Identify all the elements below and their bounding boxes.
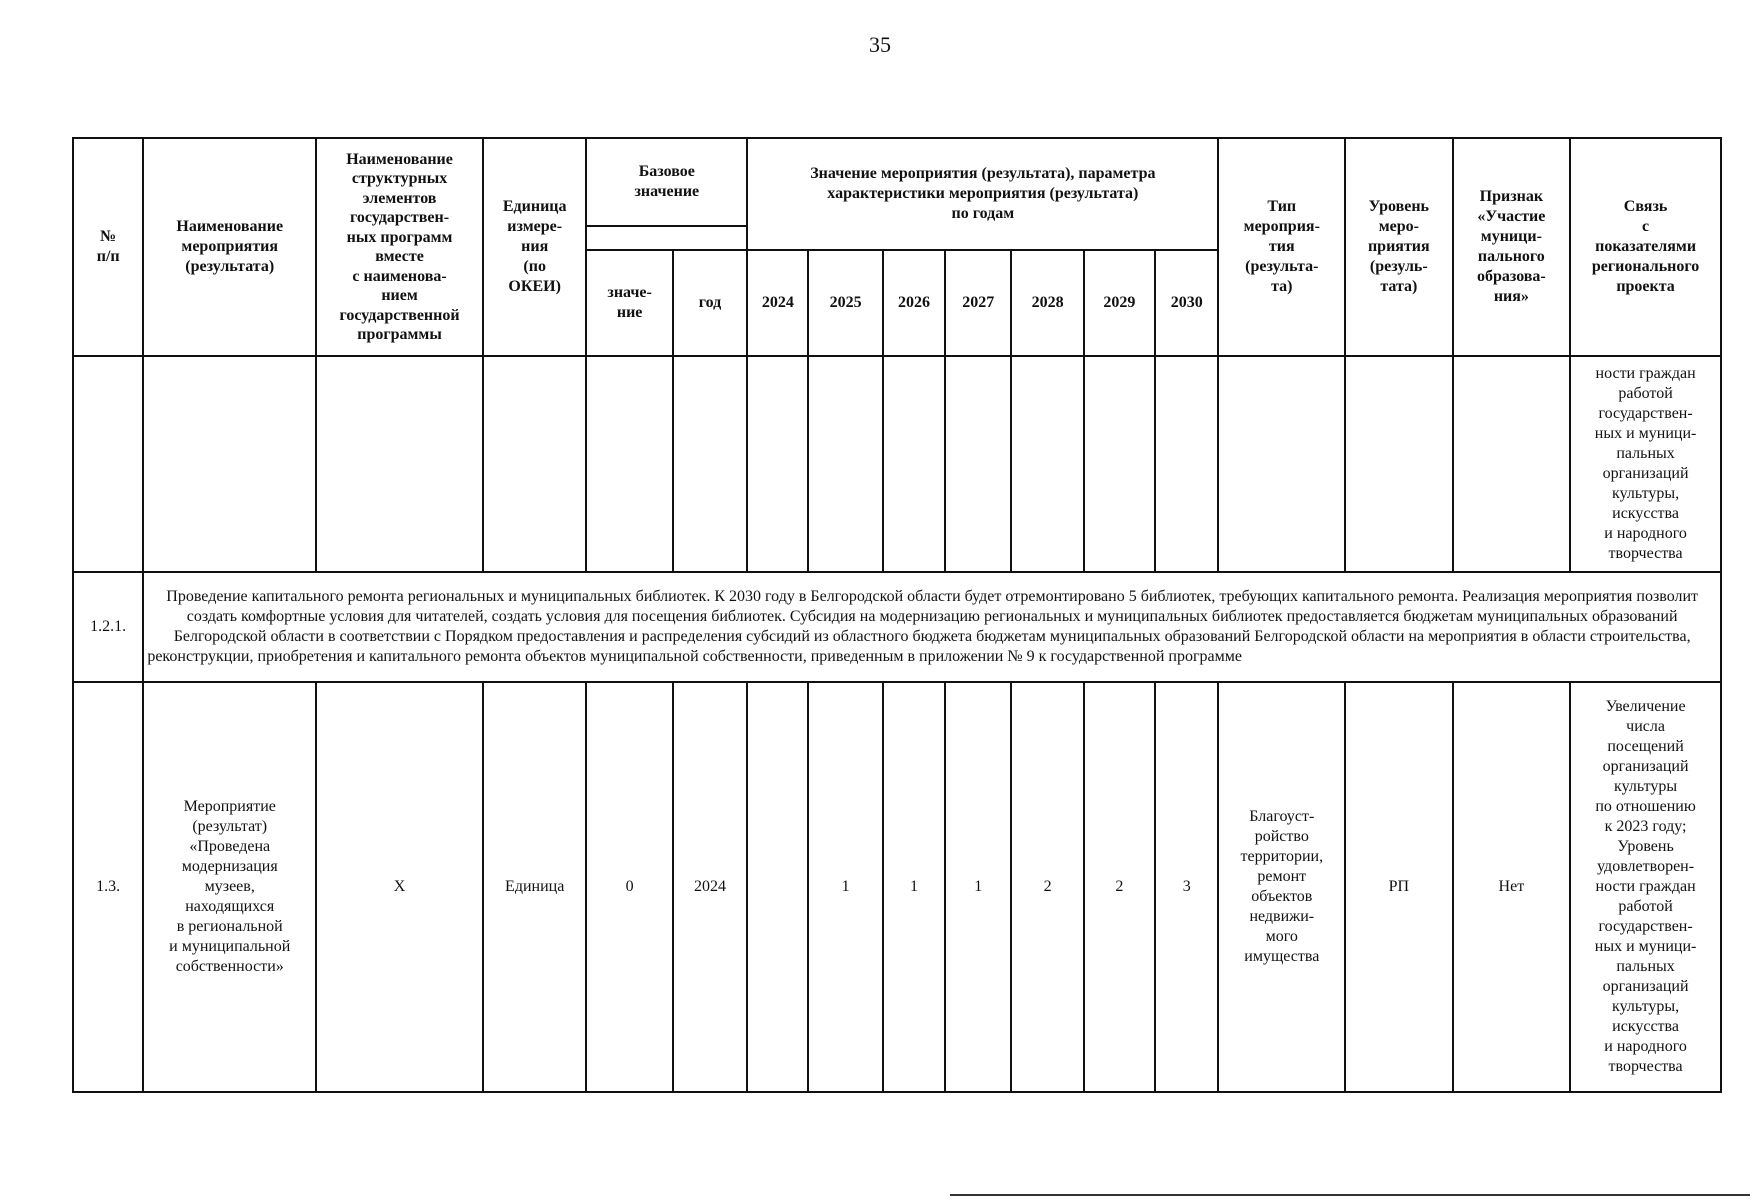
activities-table — [72, 137, 1722, 1093]
row-name-text-line: и муниципальной — [169, 938, 291, 955]
row-link-text-line: ных и муници- — [1594, 938, 1697, 955]
header-base-value — [586, 250, 672, 356]
header-unit-text — [487, 197, 582, 297]
header-sign-text-line: пального — [1477, 248, 1545, 265]
cont-cell-2027 — [945, 356, 1011, 572]
header-base-value-text-line: значе- — [607, 284, 652, 301]
header-unit — [483, 138, 586, 356]
row-link-text-line: организаций — [1602, 978, 1689, 995]
header-base-value-text — [590, 283, 668, 323]
header-type-text-line: (результа- — [1245, 258, 1319, 275]
row-type-text-line: территории, — [1240, 848, 1324, 865]
cont-cell-sign — [1453, 356, 1571, 572]
cont-link-text-line: государствен- — [1598, 405, 1693, 422]
header-name-text-line: мероприятия — [181, 238, 279, 255]
header-unit-text-line: Единица — [502, 198, 567, 215]
row-num: 1.3. — [73, 682, 143, 1092]
header-num — [73, 138, 143, 356]
header-year-2024: 2024 — [747, 250, 808, 356]
activity-row — [73, 682, 1721, 1092]
header-sign-text — [1457, 187, 1567, 307]
cont-cell-2024 — [747, 356, 808, 572]
header-num-text-line: № — [100, 228, 117, 245]
row-link-text-line: Увеличение — [1605, 698, 1686, 715]
cont-link-text-line: организаций — [1602, 465, 1689, 482]
header-link-text-line: регионального — [1591, 258, 1700, 275]
continuation-row — [73, 356, 1721, 572]
header-elements-text — [320, 150, 479, 345]
header-base-year: год — [673, 250, 747, 356]
header-type-text-line: та) — [1271, 278, 1293, 295]
header-name-text-line: (результата) — [185, 258, 275, 275]
header-type-text-line: Тип — [1267, 198, 1297, 215]
row-value-2030: 3 — [1155, 682, 1218, 1092]
row-value-2028: 2 — [1011, 682, 1083, 1092]
cont-link-text-line: ных и муници- — [1594, 425, 1697, 442]
header-link-text-line: с — [1642, 218, 1650, 235]
cont-cell-elements — [316, 356, 483, 572]
cont-link-text-line: творчества — [1608, 545, 1683, 562]
header-type — [1218, 138, 1345, 356]
cont-cell-type — [1218, 356, 1345, 572]
header-num-text — [77, 227, 139, 267]
row-value-2027: 1 — [945, 682, 1011, 1092]
row-link-text-line: организаций — [1602, 758, 1689, 775]
row-value-2025: 1 — [808, 682, 882, 1092]
bottom-rule — [950, 1194, 1750, 1196]
cont-cell-link — [1570, 356, 1721, 572]
header-year-2025: 2025 — [808, 250, 882, 356]
header-elements-text-line: ных программ — [346, 228, 453, 246]
cont-link-text-line: ности граждан — [1595, 365, 1696, 382]
row-name-text-line: (результат) — [192, 818, 268, 835]
row-name-text — [147, 797, 312, 977]
header-name-text — [147, 217, 312, 277]
cont-cell-num — [73, 356, 143, 572]
header-year-2030: 2030 — [1155, 250, 1218, 356]
row-name-text-line: «Проведена — [189, 838, 271, 855]
row-type-text-line: мого — [1265, 928, 1298, 945]
row-base-value: 0 — [586, 682, 672, 1092]
row-link-text-line: искусства — [1612, 1018, 1679, 1035]
header-row-1 — [73, 138, 1721, 226]
header-level-text-line: приятия — [1367, 238, 1430, 255]
header-sign-text-line: «Участие — [1477, 208, 1546, 225]
row-type-text-line: недвижи- — [1249, 908, 1315, 925]
header-sign-text-line: ния» — [1493, 288, 1529, 305]
header-type-text-line: мероприя- — [1243, 218, 1320, 235]
row-sign: Нет — [1453, 682, 1571, 1092]
row-name-text-line: в региональной — [176, 918, 283, 935]
cont-link-text — [1574, 364, 1717, 564]
header-level — [1345, 138, 1453, 356]
row-value-2024 — [747, 682, 808, 1092]
row-elements: Х — [316, 682, 483, 1092]
row-type-text-line: имущества — [1244, 948, 1320, 965]
header-num-text-line: п/п — [96, 248, 120, 265]
header-sign-text-line: муници- — [1480, 228, 1542, 245]
row-type-text — [1222, 807, 1341, 967]
header-sign-text-line: Признак — [1479, 188, 1544, 205]
header-name-text-line: Наименование — [176, 218, 284, 235]
header-unit-text-line: ния — [521, 238, 549, 255]
cont-cell-2025 — [808, 356, 882, 572]
cont-cell-base-year — [673, 356, 747, 572]
header-unit-text-line: (по — [523, 258, 546, 275]
header-elements-text-line: Наименование — [346, 150, 453, 168]
header-link-text-line: показателями — [1595, 238, 1697, 255]
header-year-2028: 2028 — [1011, 250, 1083, 356]
row-name-text-line: Мероприятие — [183, 798, 276, 815]
row-link-text — [1574, 697, 1717, 1077]
row-link-text-line: работой — [1618, 898, 1673, 915]
row-type-text-line: Благоуст- — [1249, 808, 1315, 825]
header-base-text-line: значение — [634, 183, 700, 200]
header-elements-text-line: структурных — [351, 170, 448, 187]
row-link-text-line: государствен- — [1598, 918, 1693, 935]
cont-cell-2028 — [1011, 356, 1083, 572]
row-link-text-line: творчества — [1608, 1058, 1683, 1075]
row-link-text-line: удовлетворен- — [1597, 858, 1695, 875]
page-number: 35 — [869, 32, 891, 57]
header-link-text — [1574, 197, 1717, 297]
header-base-text — [590, 162, 743, 202]
header-year-2029: 2029 — [1084, 250, 1155, 356]
row-type-text-line: ремонт — [1257, 868, 1307, 885]
header-type-text-line: тия — [1268, 238, 1295, 255]
header-link-text-line: Связь — [1623, 198, 1668, 215]
row-base-year: 2024 — [673, 682, 747, 1092]
header-values-title-text-line: характеристики мероприятия (результата) — [827, 185, 1139, 202]
header-sign-text-line: образова- — [1476, 268, 1546, 285]
cont-cell-name — [143, 356, 316, 572]
header-base-text-line: Базовое — [638, 163, 695, 180]
row-type — [1218, 682, 1345, 1092]
row-link-text-line: посещений — [1607, 738, 1684, 755]
row-link-text-line: к 2023 году; — [1604, 818, 1687, 835]
header-elements-text-line: программы — [357, 326, 442, 343]
row-link-text-line: числа — [1626, 718, 1665, 735]
row-name-text-line: музеев, — [204, 878, 255, 895]
header-year-2027: 2027 — [945, 250, 1011, 356]
cont-cell-2029 — [1084, 356, 1155, 572]
header-values-title — [747, 138, 1218, 250]
header-elements-text-line: нием — [381, 287, 418, 304]
header-link-text-line: проекта — [1616, 278, 1675, 295]
header-year-2026: 2026 — [883, 250, 945, 356]
cont-link-text-line: пальных — [1616, 445, 1675, 462]
header-elements — [316, 138, 483, 356]
row-level: РП — [1345, 682, 1453, 1092]
header-elements-text-line: государствен- — [350, 209, 450, 226]
cont-link-text-line: искусства — [1612, 505, 1679, 522]
row-link-text-line: культуры — [1614, 778, 1678, 795]
header-level-text-line: Уровень — [1368, 198, 1429, 215]
header-base-value-text-line: ние — [616, 304, 643, 321]
row-link-text-line: ности граждан — [1595, 878, 1696, 895]
row-value-2026: 1 — [883, 682, 945, 1092]
row-link — [1570, 682, 1721, 1092]
header-type-text — [1222, 197, 1341, 297]
header-name — [143, 138, 316, 356]
cont-cell-base-value — [586, 356, 672, 572]
row-name-text-line: модернизация — [181, 858, 278, 875]
header-values-title-text — [751, 164, 1214, 224]
header-level-text-line: тата) — [1380, 278, 1418, 295]
header-base — [586, 138, 747, 226]
header-elements-text-line: вместе — [375, 248, 424, 265]
note-row — [73, 572, 1721, 682]
row-type-text-line: объектов — [1251, 888, 1313, 905]
header-sign — [1453, 138, 1571, 356]
row-unit: Единица — [483, 682, 586, 1092]
cont-cell-2026 — [883, 356, 945, 572]
cont-link-text-line: работой — [1618, 385, 1673, 402]
note-num: 1.2.1. — [73, 572, 143, 682]
header-unit-text-line: измере- — [507, 218, 563, 235]
header-values-title-text-line: по годам — [951, 205, 1015, 222]
row-link-text-line: и народного — [1604, 1038, 1687, 1055]
header-elements-text-line: с наименова- — [352, 267, 447, 285]
header-values-title-text-line: Значение мероприятия (результата), параметра — [810, 165, 1156, 182]
cont-cell-unit — [483, 356, 586, 572]
cont-link-text-line: культуры, — [1612, 485, 1680, 502]
cont-cell-level — [1345, 356, 1453, 572]
header-level-text-line: меро- — [1378, 218, 1419, 235]
row-link-text-line: культуры, — [1612, 998, 1680, 1015]
header-link — [1570, 138, 1721, 356]
row-value-2029: 2 — [1084, 682, 1155, 1092]
row-name-text-line: находящихся — [185, 898, 275, 915]
header-elements-text-line: государственной — [339, 306, 460, 324]
cont-link-text-line: и народного — [1604, 525, 1687, 542]
header-level-text-line: (резуль- — [1369, 258, 1428, 275]
header-base-spacer — [586, 226, 747, 250]
header-level-text — [1349, 197, 1449, 297]
row-link-text-line: Уровень — [1617, 838, 1674, 855]
header-unit-text-line: ОКЕИ) — [508, 278, 561, 295]
row-name — [143, 682, 316, 1092]
row-type-text-line: ройство — [1254, 828, 1309, 845]
row-name-text-line: собственности» — [175, 958, 284, 975]
header-elements-text-line: элементов — [362, 189, 437, 207]
row-link-text-line: по отношению — [1595, 798, 1696, 815]
cont-cell-2030 — [1155, 356, 1218, 572]
note-text: Проведение капитального ремонта региональных и муниципальных библиотек. К 2030 году в Белгородской области будет отремонтировано 5 библиотек, требующих капитального ремонта. Реализация мероприятия позволит создать комфортные условия для читателей, создать условия для посещения библиотек. Субсидия на модернизацию региональных и муниципальных библиотек предоставляется бюджетам муниципальных образований Белгородской области в соответствии с Порядком предоставления и распределения субсидий из областного бюджета бюджетам муниципальных образований Белгородской области на мероприятия в области строительства, реконструкции, приобретения и капитального ремонта объектов муниципальной собственности, приведенным в приложении № 9 к государственной программе — [143, 572, 1721, 682]
row-link-text-line: пальных — [1616, 958, 1675, 975]
